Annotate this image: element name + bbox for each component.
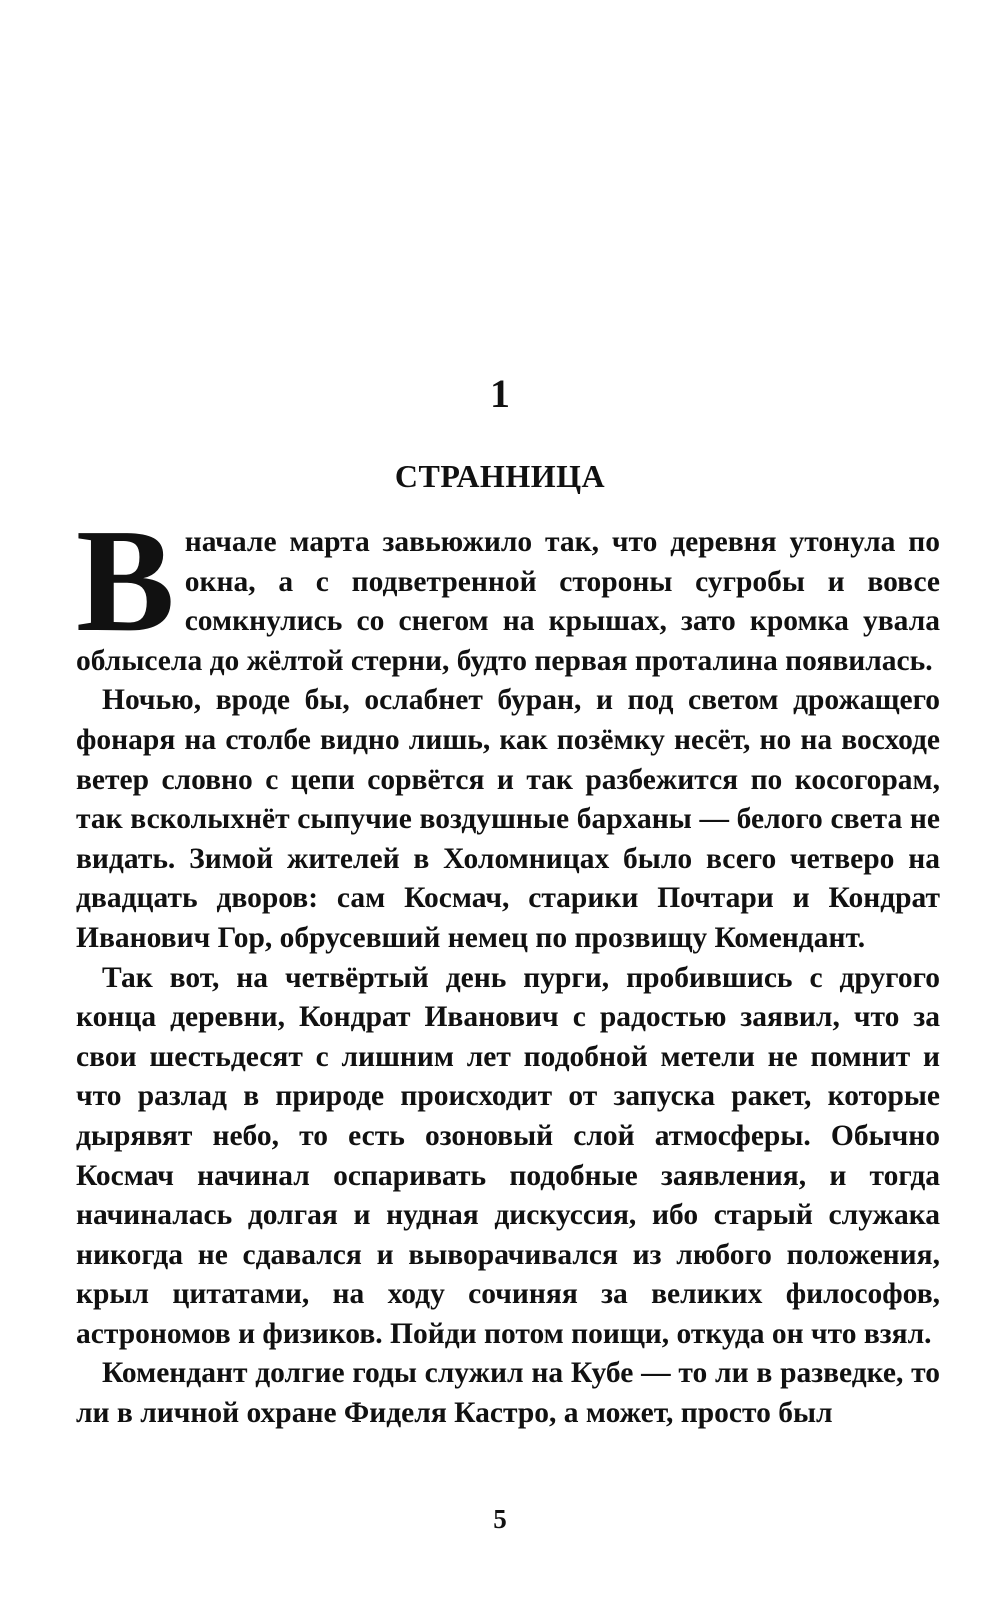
paragraph-4: Комендант долгие годы служил на Кубе — то ли в разведке, то ли в личной охране Фиделя Кастро, а может, просто был: [76, 1357, 940, 1430]
paragraph-1-text: начале марта завьюжило так, что деревня утонула по окна, а с подветренной стороны сугробы и вовсе сомкнулись со снегом на крышах, зато кромка увала облысела до жёлтой стерни, будто первая проталина появилась.: [76, 526, 940, 677]
paragraph-2: Ночью, вроде бы, ослабнет буран, и под светом дрожащего фонаря на столбе видно лишь, как позёмку несёт, но на восходе ветер словно с цепи сорвётся и так разбежится по косогорам, так всколыхнёт сыпучие воздушные барханы — белого света не видать. Зимой жителей в Холомницах было всего четверо на двадцать дворов: сам Космач, старики Почтари и Кондрат Иванович Гор, обрусевший немец по прозвищу Комендант.: [76, 684, 940, 954]
paragraph-3: Так вот, на четвёртый день пурги, пробившись с другого конца деревни, Кондрат Иванович с радостью заявил, что за свои шестьдесят с лишним лет подобной метели не помнит и что разлад в природе происходит от запуска ракет, которые дырявят небо, то есть озоновый слой атмосферы. Обычно Космач начинал оспаривать подобные заявления, и тогда начиналась долгая и нудная дискуссия, ибо старый служака никогда не сдавался и выворачивался из любого положения, крыл цитатами, на ходу сочиняя за великих философов, астрономов и физиков. Пойди потом поищи, откуда он что взял.: [76, 961, 940, 1350]
chapter-number: 1: [490, 371, 510, 416]
chapter-title: СТРАННИЦА: [394, 458, 606, 494]
drop-cap: В: [76, 499, 175, 663]
paragraph-1: [76, 499, 940, 681]
page-number: 5: [493, 1504, 507, 1534]
body-text: [76, 499, 940, 1434]
